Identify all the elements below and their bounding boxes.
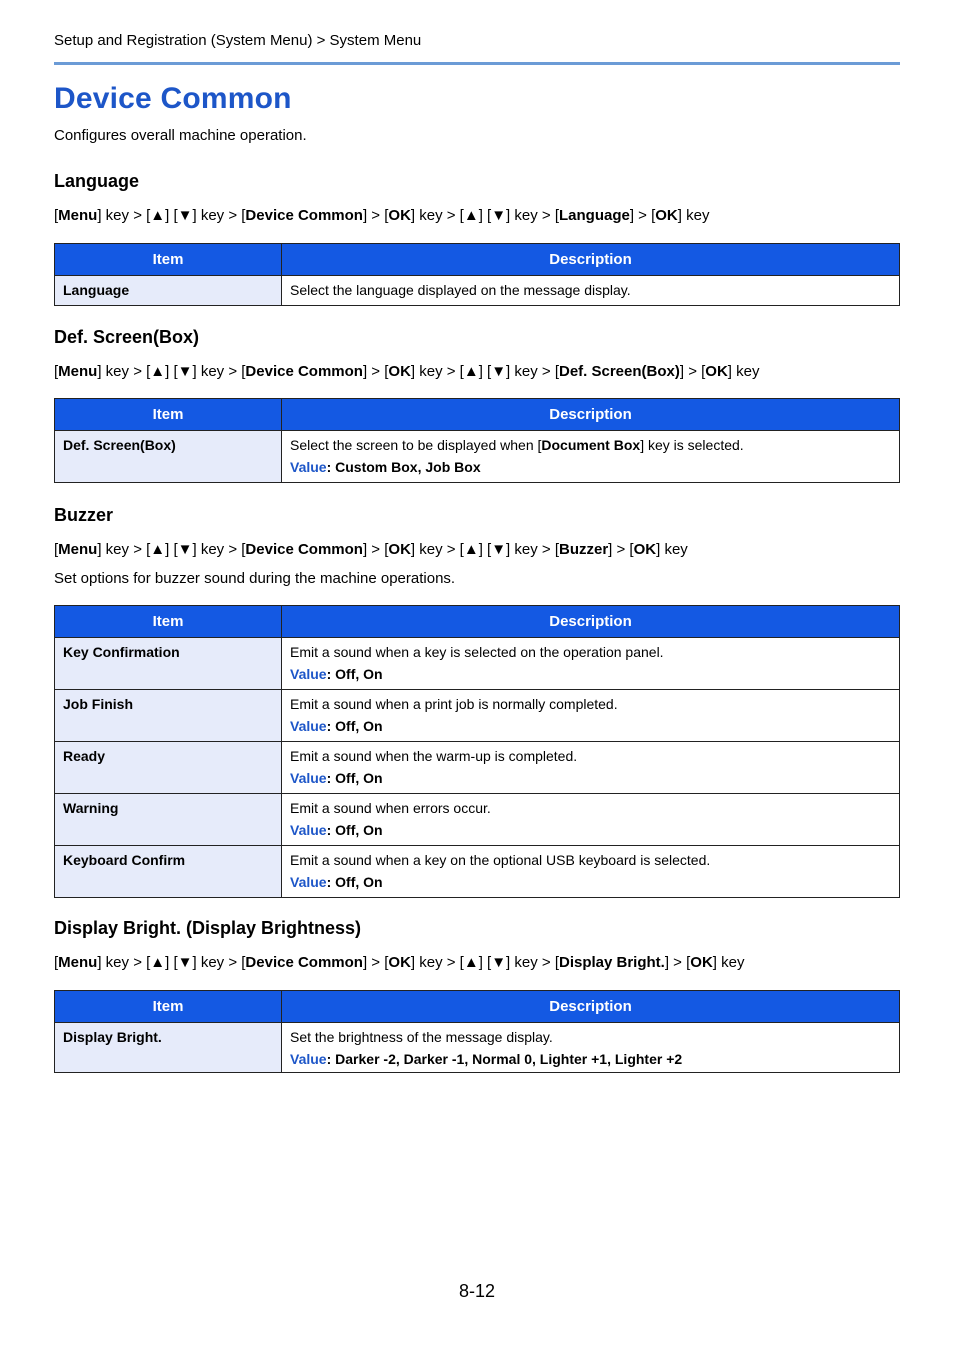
table-row [55,690,900,742]
value-line: Value: Darker -2, Darker -1, Normal 0, Lighter +1, Lighter +2 [290,1051,683,1067]
key-path-buzzer: [Menu] key > [▲] [▼] key > [Device Common] > [OK] key > [▲] [▼] key > [Buzzer] > [OK] key [54,541,688,558]
description-cell: Set the brightness of the message display. Value: Darker -2, Darker -1, Normal 0, Lighter +1, Lighter +2 [282,1023,900,1073]
key-path-def-screen: [Menu] key > [▲] [▼] key > [Device Common] > [OK] key > [▲] [▼] key > [Def. Screen(Box)] > [OK] key [54,363,760,380]
description-cell: Emit a sound when a key is selected on the operation panel. Value: Off, On [282,638,900,690]
item-column-header: Item [55,399,282,431]
def-screen-table [54,398,900,483]
table-header-row [55,606,900,638]
section-heading-def-screen: Def. Screen(Box) [54,327,200,347]
language-table [54,243,900,306]
description-column-header: Description [282,244,900,276]
item-cell: Keyboard Confirm [55,846,282,898]
item-cell: Ready [55,742,282,794]
description-cell: Emit a sound when errors occur. Value: Off, On [282,794,900,846]
item-cell: Language [55,276,282,306]
description-column-header: Description [282,606,900,638]
table-row [55,794,900,846]
description-cell: Emit a sound when a key on the optional USB keyboard is selected. Value: Off, On [282,846,900,898]
table-row [55,846,900,898]
table-row [55,638,900,690]
description-cell: Select the screen to be displayed when [Document Box] key is selected. Value: Custom Box, Job Box [282,431,900,483]
table-header-row [55,244,900,276]
description-cell: Emit a sound when a print job is normally completed. Value: Off, On [282,690,900,742]
item-column-header: Item [55,991,282,1023]
table-row [55,431,900,483]
table-row [55,742,900,794]
key-path-language: [Menu] key > [▲] [▼] key > [Device Common] > [OK] key > [▲] [▼] key > [Language] > [OK] key [54,207,710,224]
description-cell: Emit a sound when the warm-up is completed. Value: Off, On [282,742,900,794]
intro-text: Configures overall machine operation. [54,127,307,144]
key-path-display-bright: [Menu] key > [▲] [▼] key > [Device Common] > [OK] key > [▲] [▼] key > [Display Bright.] > [OK] key [54,954,745,971]
value-line: Value: Off, On [290,770,383,786]
buzzer-note: Set options for buzzer sound during the machine operations. [54,570,456,587]
item-cell: Warning [55,794,282,846]
table-header-row [55,991,900,1023]
value-line: Value: Off, On [290,666,383,682]
description-column-header: Description [282,399,900,431]
item-cell: Def. Screen(Box) [55,431,282,483]
table-row [55,1023,900,1073]
item-cell: Display Bright. [55,1023,282,1073]
table-row [55,276,900,306]
description-column-header: Description [282,991,900,1023]
section-heading-display-bright: Display Bright. (Display Brightness) [54,918,362,938]
item-column-header: Item [55,606,282,638]
value-line: Value: Off, On [290,874,383,890]
value-line: Value: Off, On [290,822,383,838]
display-bright-table [54,990,900,1073]
header-divider [54,62,900,65]
breadcrumb: Setup and Registration (System Menu) > System Menu [54,32,422,49]
section-heading-language: Language [54,171,140,191]
value-line: Value: Off, On [290,718,383,734]
item-cell: Key Confirmation [55,638,282,690]
item-column-header: Item [55,244,282,276]
description-cell: Select the language displayed on the message display. [282,276,900,306]
item-cell: Job Finish [55,690,282,742]
table-header-row [55,399,900,431]
buzzer-table [54,605,900,898]
section-heading-buzzer: Buzzer [54,505,114,525]
page-number: 8-12 [458,1281,496,1301]
page-title: Device Common [54,82,292,115]
value-line: Value: Custom Box, Job Box [290,459,481,475]
